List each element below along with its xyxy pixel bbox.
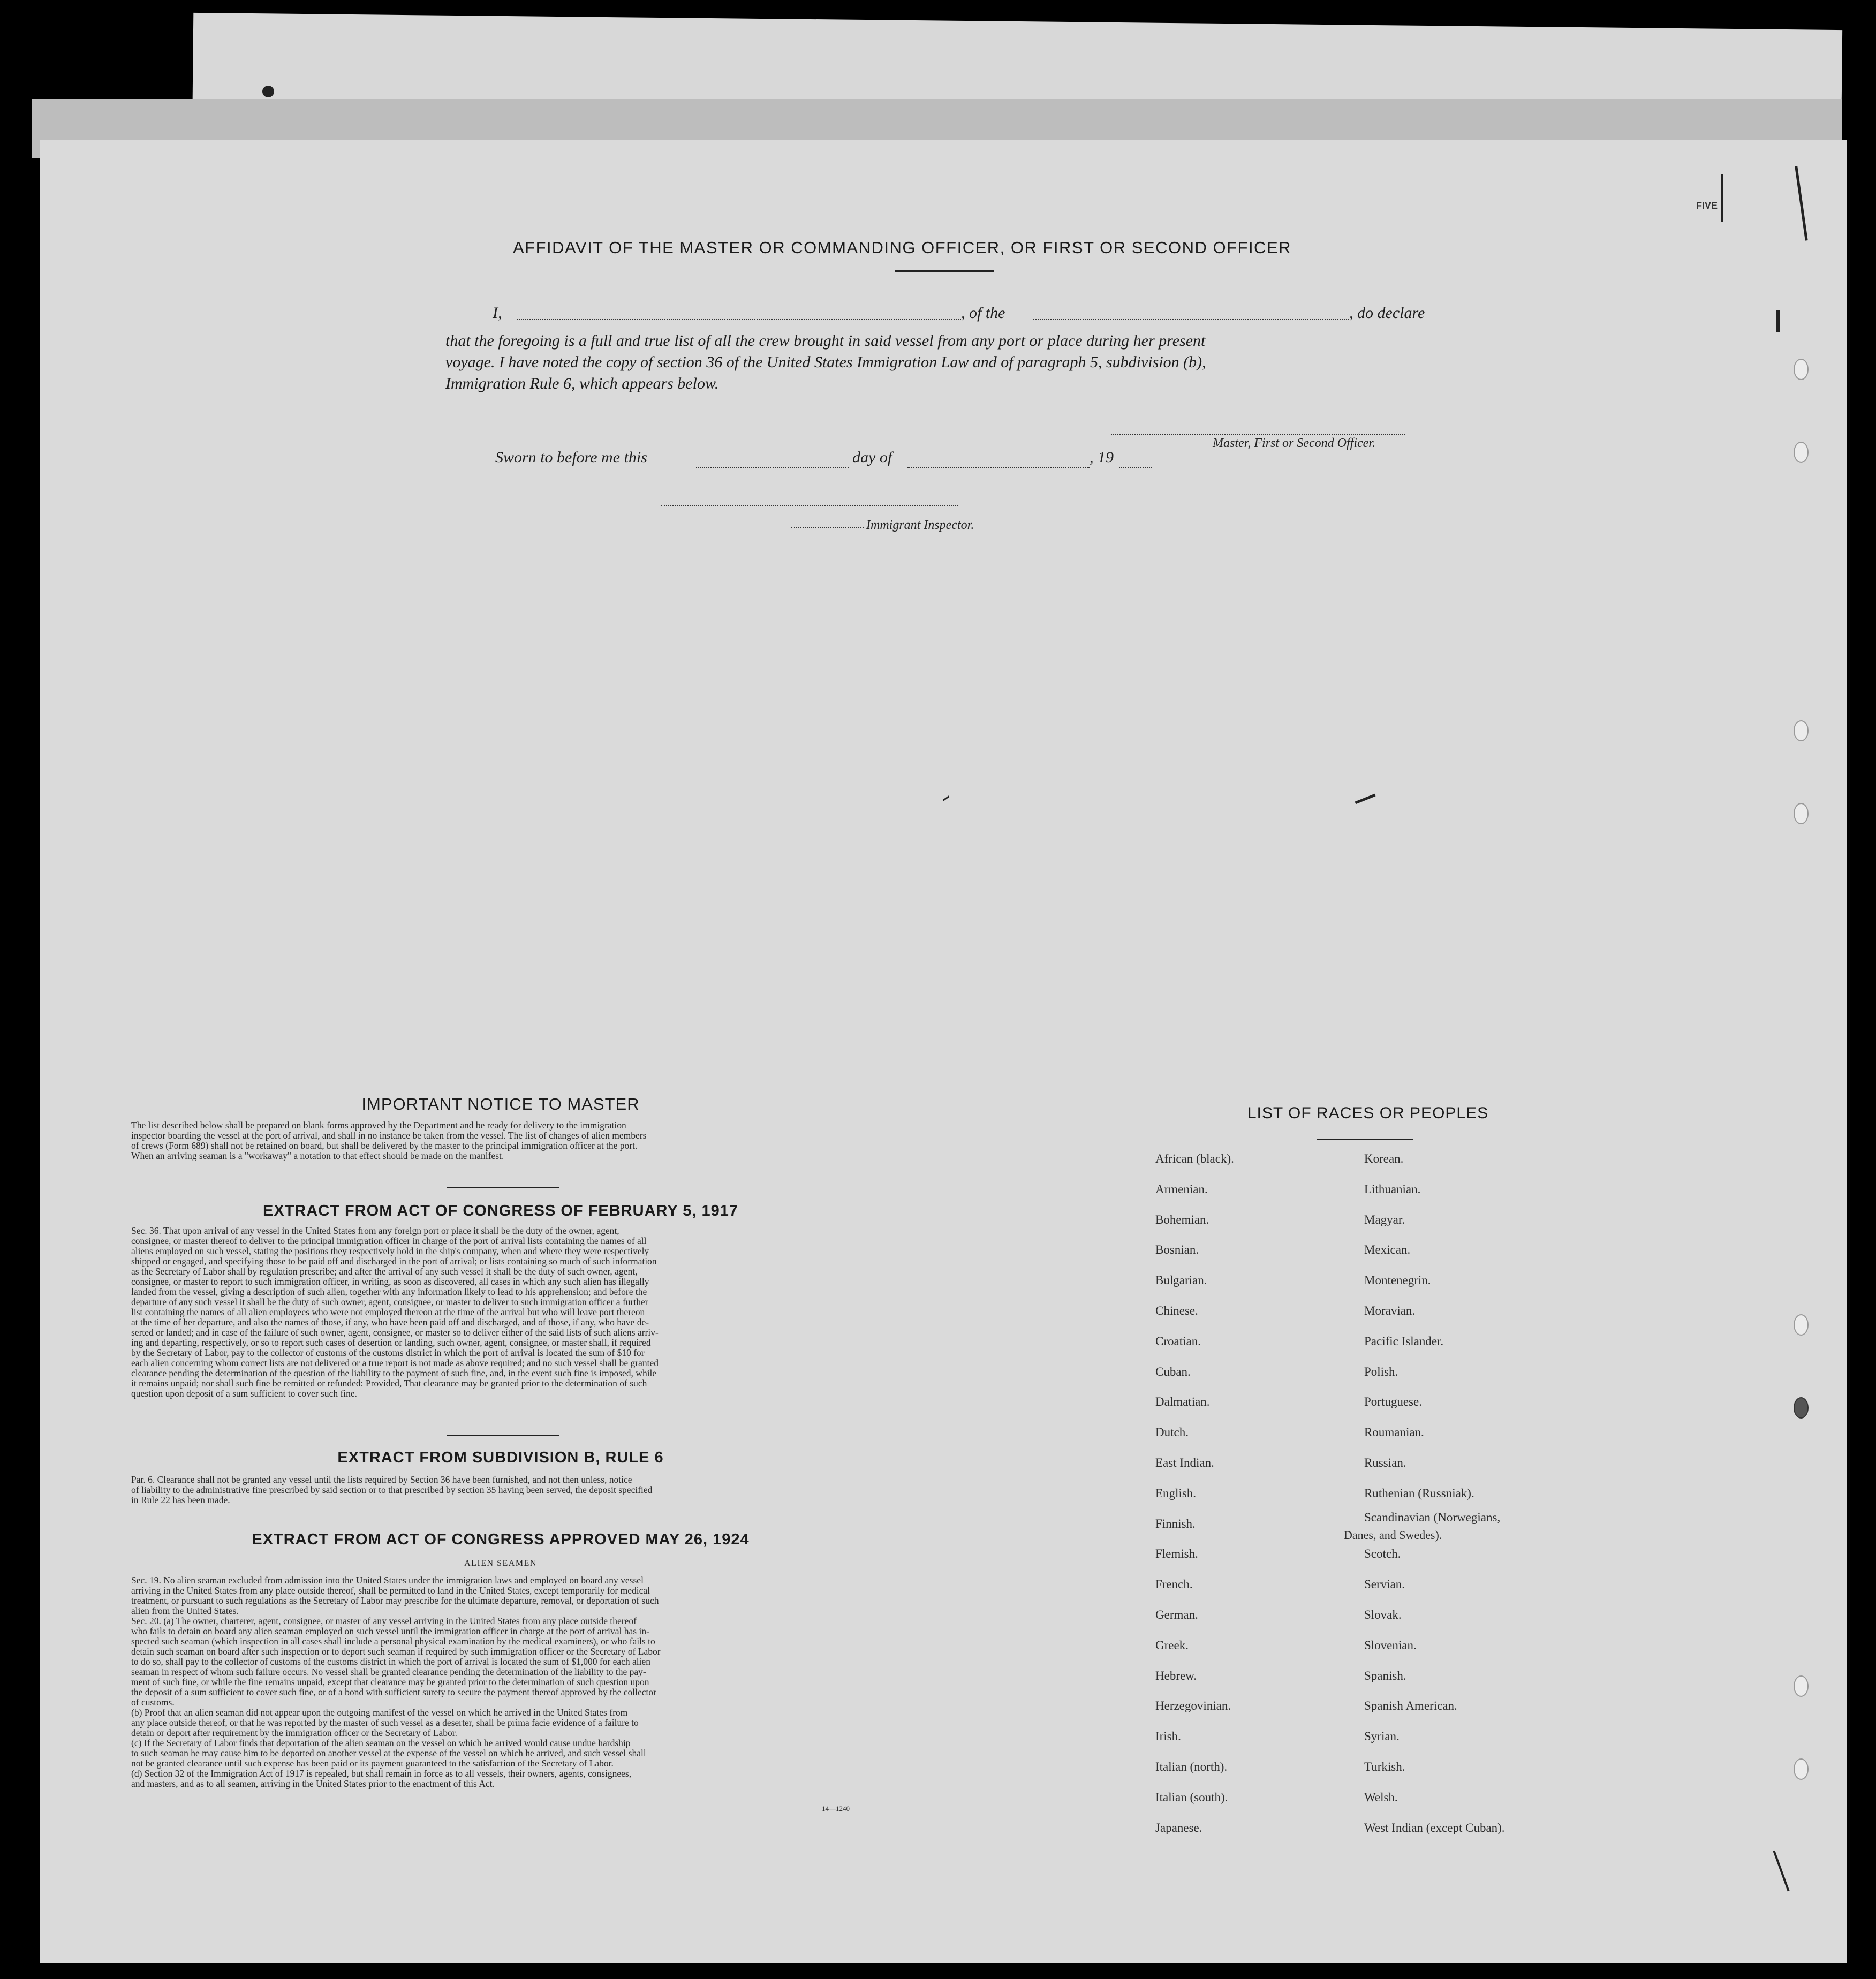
sworn-year-blank: [1119, 467, 1152, 468]
race-entry: West Indian (except Cuban).: [1364, 1821, 1505, 1834]
race-entry: Moravian.: [1364, 1304, 1416, 1317]
hole-punch: [1794, 1314, 1809, 1336]
race-entry: Armenian.: [1155, 1182, 1208, 1196]
race-entry: Slovak.: [1364, 1608, 1402, 1621]
affidavit-do-declare: , do declare: [1349, 304, 1425, 322]
race-entry: Italian (south).: [1155, 1791, 1228, 1804]
race-entry: Magyar.: [1364, 1213, 1405, 1226]
race-entry: Welsh.: [1364, 1791, 1398, 1804]
extract-1924-body: Sec. 19. No alien seaman excluded from admission into the United States under the immigration laws and employed on board any vessel arriving in the United States from any place outside thereof, shall be permitted to land in the United States, except temporarily for medical treatment, or pursuant to such regulations as the Secretary of Labor may prescribe for the ultimate departure, removal, or deportation of such alien from the United States. Sec. 20. (a) The owner, charterer, agent, consignee, or master of any vessel arriving in the United States from any place outside thereof who fails to detain on board any alien seaman employed on such vessel until the immigration officer in charge at the port of arrival has in- spected such seaman (which inspection in all cases shall include a personal physical examination by the medical examiners), or who fails to detain such seaman on board after such inspection or to deport such seaman if required by such immigration officer or the Secretary of Labor to do so, shall pay to the collector of customs of the customs district in which the port of arrival is located the sum of $1,000 for each alien seaman in respect of whom such failure occurs. No vessel shall be granted clearance pending the determination of the liability to the pay- ment of such fine, or while the fine remains unpaid, except that clearance may be granted prior to the determination of such question upon the deposit of a sum sufficient to cover such fine, or of a bond with sufficient surety to secure the payment thereof approved by the collector of customs. (b) Proof that an alien seaman did not appear upon the outgoing manifest of the vessel on which he arrived in the United States from any place outside thereof, or that he was reported by the master of such vessel as a deserter, shall be prima facie evidence of a failure to detain or deport after requirement by the immigration officer or the Secretary of Labor. (c) If the Secretary of Labor finds that deportation of the alien seaman on the vessel on which he arrived would cause undue hardship to such seaman he may cause him to be deported on another vessel at the expense of the vessel on which he arrived, and such vessel shall not be granted clearance until such expense has been paid or its payment guaranteed to the satisfaction of the Secretary of Labor. (d) Section 32 of the Immigration Act of 1917 is repealed, but shall remain in force as to all vessels, their owners, agents, consignees, and masters, and as to all seamen, arriving in the United States prior to the enactment of this Act.: [131, 1575, 661, 1789]
section-rule: [447, 1187, 559, 1188]
extract-1924-title: EXTRACT FROM ACT OF CONGRESS APPROVED MAY 26, 1924: [252, 1531, 750, 1548]
race-entry: Montenegrin.: [1364, 1273, 1431, 1287]
affidavit-title: AFFIDAVIT OF THE MASTER OR COMMANDING OFFICER, OR FIRST OR SECOND OFFICER: [512, 238, 1292, 257]
affidavit-line-3: voyage. I have noted the copy of section 36 of the United States Immigration Law and of paragraph 5, subdivision (b),: [445, 353, 1206, 371]
inspector-leader-dots: [791, 527, 864, 528]
name-blank: [517, 319, 961, 320]
race-entry: Japanese.: [1155, 1821, 1202, 1834]
section-rule: [447, 1435, 559, 1436]
master-signature-blank: [1111, 434, 1405, 435]
page-stamp: FIVE: [1696, 200, 1718, 211]
ink-mark: [1776, 310, 1780, 332]
inspector-label: Immigrant Inspector.: [866, 518, 974, 532]
affidavit-i: I,: [493, 304, 502, 322]
race-entry: Russian.: [1364, 1456, 1406, 1469]
race-entry: Cuban.: [1155, 1365, 1191, 1378]
race-entry: Portuguese.: [1364, 1395, 1422, 1408]
race-entry: Dalmatian.: [1155, 1395, 1210, 1408]
race-entry: Slovenian.: [1364, 1639, 1417, 1652]
race-entry: Spanish American.: [1364, 1699, 1457, 1712]
inspector-signature-blank: [661, 505, 958, 506]
hole-punch: [1794, 359, 1809, 380]
hole-punch: [1794, 1758, 1809, 1780]
race-entry: Syrian.: [1364, 1730, 1400, 1743]
vessel-blank: [1033, 319, 1349, 320]
race-entry: Bohemian.: [1155, 1213, 1209, 1226]
race-entry: Bosnian.: [1155, 1243, 1199, 1256]
race-entry: Herzegovinian.: [1155, 1699, 1231, 1712]
race-entry: French.: [1155, 1578, 1193, 1591]
alien-seamen-subtitle: ALIEN SEAMEN: [464, 1559, 537, 1568]
race-entry: English.: [1155, 1487, 1197, 1500]
form-number: 14—1240: [822, 1804, 850, 1813]
ink-mark: [262, 86, 274, 97]
race-entry: Scotch.: [1364, 1547, 1401, 1560]
sworn-month-blank: [907, 467, 1090, 468]
race-entry: East Indian.: [1155, 1456, 1214, 1469]
race-entry: Italian (north).: [1155, 1760, 1228, 1773]
race-entry: Polish.: [1364, 1365, 1398, 1378]
ink-mark: [1721, 174, 1723, 222]
race-entry: African (black).: [1155, 1152, 1234, 1165]
extract-1917-title: EXTRACT FROM ACT OF CONGRESS OF FEBRUARY 5, 1917: [262, 1202, 739, 1219]
race-entry: Scandinavian (Norwegians,: [1364, 1511, 1501, 1524]
title-rule: [895, 270, 994, 272]
sworn-day-blank: [696, 467, 849, 468]
race-entry: Finnish.: [1155, 1517, 1196, 1530]
affidavit-line-2: that the foregoing is a full and true list of all the crew brought in said vessel from any port or place during her present: [445, 332, 1206, 350]
race-entry: Mexican.: [1364, 1243, 1411, 1256]
extract-rule6-body: Par. 6. Clearance shall not be granted any vessel until the lists required by Section 36 have been furnished, and not then unless, notice of liability to the administrative fine prescribed by said section or to that prescribed by section 35 having been served, the deposit specified in Rule 22 has been made.: [131, 1474, 653, 1505]
race-entry: Lithuanian.: [1364, 1182, 1421, 1196]
hole-punch: [1794, 803, 1809, 824]
race-entry: Chinese.: [1155, 1304, 1198, 1317]
race-entry: Flemish.: [1155, 1547, 1198, 1560]
race-entry: Greek.: [1155, 1639, 1189, 1652]
affidavit-line-4: Immigration Rule 6, which appears below.: [445, 375, 719, 392]
hole-punch: [1794, 1675, 1809, 1697]
race-entry: Bulgarian.: [1155, 1273, 1207, 1287]
races-title: LIST OF RACES OR PEOPLES: [1247, 1104, 1489, 1122]
hole-punch: [1794, 720, 1809, 741]
race-entry: Irish.: [1155, 1730, 1181, 1743]
sworn-year: , 19: [1090, 449, 1114, 466]
race-entry: Danes, and Swedes).: [1344, 1528, 1442, 1542]
race-entry: Croatian.: [1155, 1335, 1201, 1348]
race-entry: Pacific Islander.: [1364, 1335, 1444, 1348]
race-entry: Roumanian.: [1364, 1426, 1424, 1439]
race-entry: Hebrew.: [1155, 1669, 1197, 1682]
race-entry: Servian.: [1364, 1578, 1405, 1591]
extract-1917-body: Sec. 36. That upon arrival of any vessel in the United States from any foreign port or place it shall be the duty of the owner, agent, consignee, or master thereof to deliver to the principal immigration officer in charge of the port of arrival lists containing the names of all aliens employed on such vessel, stating the positions they respectively hold in the ship's company, when and where they were respectively shipped or engaged, and specifying those to be paid off and discharged in the port of arrival; or lists containing so much of such information as the Secretary of Labor shall by regulation prescribe; and after the arrival of any such vessel it shall be the duty of such owner, agent, consignee, or master to report to such immigration officer, in writing, as soon as discovered, all cases in which any such alien has illegally landed from the vessel, giving a description of such alien, together with any information likely to lead to his apprehension; and before the departure of any such vessel it shall be the duty of such owner, agent, consignee, or master to deliver to such immigration officer a further list containing the names of all alien employees who were not employed thereon at the time of the arrival but who will leave port thereon at the time of her departure, and also the names of those, if any, who have been paid off and discharged, and of those, if any, who have de- serted or landed; and in case of the failure of such owner, agent, consignee, or master so to deliver either of the said lists of such aliens arriv- ing and departing, respectively, or so to report such cases of desertion or landing, such owner, agent, consignee, or master shall, if required by the Secretary of Labor, pay to the collector of customs of the customs district in which the port of arrival is located the sum of $10 for each alien concerning whom correct lists are not delivered or a true report is not made as above required; and no such vessel shall be granted clearance pending the determination of the question of the liability to the payment of such fine, and, in the event such fine is imposed, while it remains unpaid; nor shall such fine be remitted or refunded: Provided, That clearance may be granted prior to the determination of such question upon deposit of a sum sufficient to cover such fine.: [131, 1225, 659, 1399]
hole-punch: [1794, 442, 1809, 463]
hole-punch: [1794, 1397, 1809, 1419]
notice-body: The list described below shall be prepared on blank forms approved by the Department and be ready for delivery to the immigration inspector boarding the vessel at the port of arrival, and shall in no instance be taken from the vessel. The list of changes of alien members of crews (Form 689) shall not be retained on board, but shall be delivered by the master to the principal immigration officer at the port. When an arriving seaman is a "workaway" a notation to that effect should be made on the manifest.: [131, 1120, 647, 1161]
race-entry: Turkish.: [1364, 1760, 1405, 1773]
affidavit-of-the: , of the: [961, 304, 1005, 322]
race-entry: Spanish.: [1364, 1669, 1406, 1682]
race-entry: Dutch.: [1155, 1426, 1189, 1439]
sworn-text: Sworn to before me this: [495, 449, 647, 466]
race-entry: Korean.: [1364, 1152, 1404, 1165]
races-rule: [1317, 1139, 1413, 1140]
race-entry: Ruthenian (Russniak).: [1364, 1487, 1474, 1500]
sworn-day-of: day of: [852, 449, 892, 466]
extract-rule6-title: EXTRACT FROM SUBDIVISION B, RULE 6: [337, 1449, 664, 1466]
race-entry: German.: [1155, 1608, 1198, 1621]
master-signature-label: Master, First or Second Officer.: [1213, 436, 1375, 450]
notice-title: IMPORTANT NOTICE TO MASTER: [361, 1095, 640, 1113]
